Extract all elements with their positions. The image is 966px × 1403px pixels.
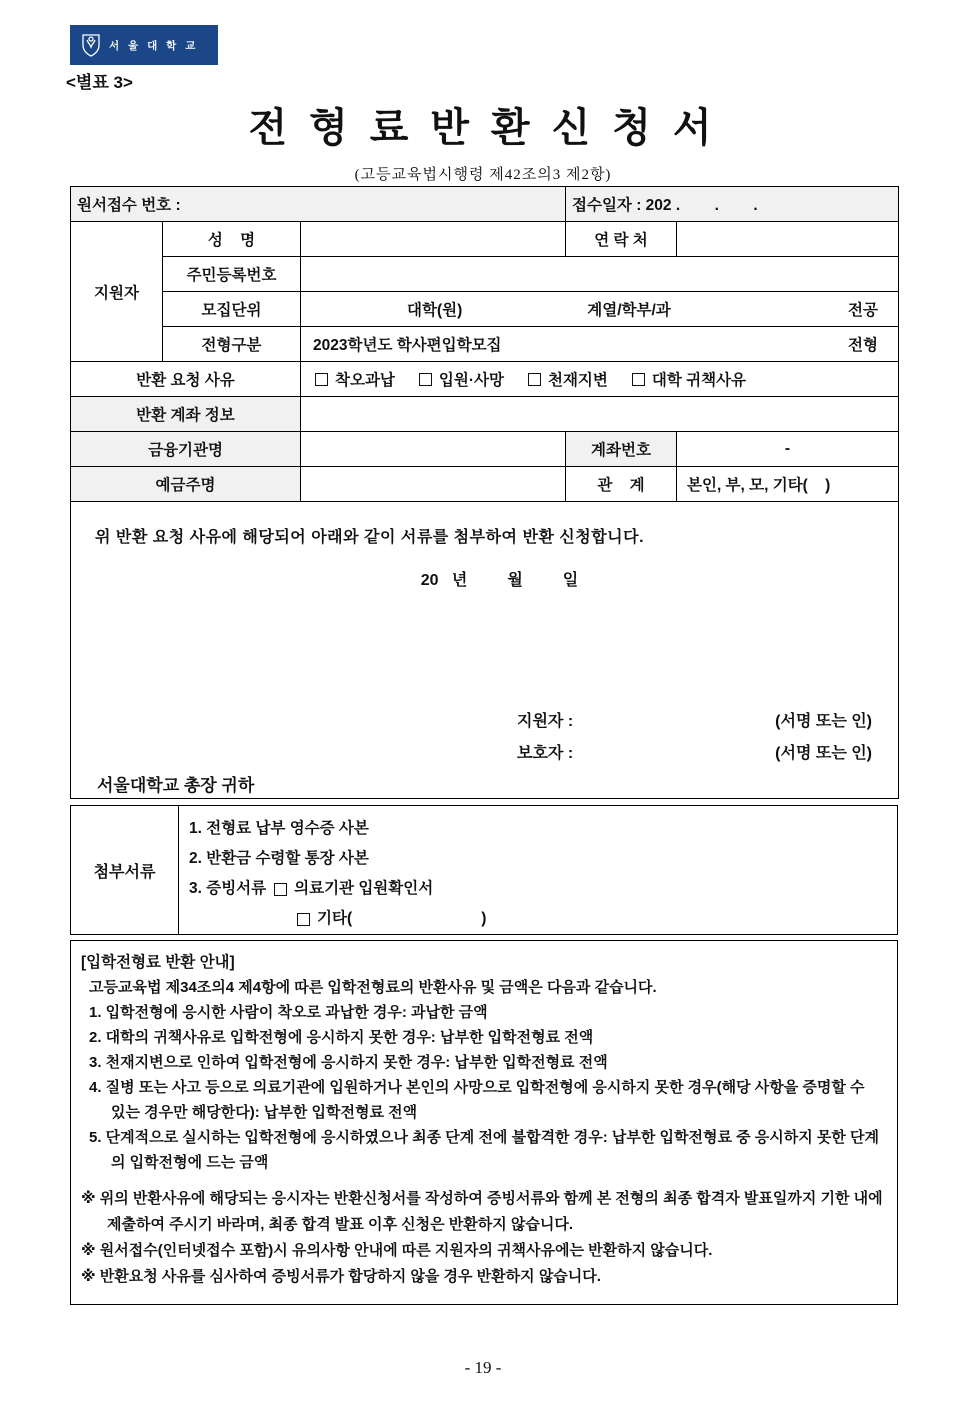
bank-input-cell[interactable]: [301, 432, 566, 467]
relation-label: 관 계: [566, 467, 677, 502]
applicant-sign-note: (서명 또는 인): [775, 713, 872, 730]
university-banner: [70, 25, 218, 65]
account-section-label: 반환 계좌 정보: [71, 397, 301, 432]
attachment-option-label: 의료기관 입원확인서: [294, 880, 434, 897]
attachment-item: [189, 874, 897, 904]
checkbox-overpayment[interactable]: [315, 373, 328, 386]
attachment-item: 2. 반환금 수령할 통장 사본: [189, 850, 369, 867]
type-suffix-label: 전형: [848, 337, 878, 354]
account-section-cell: [301, 397, 899, 432]
page-number: - 19 -: [464, 1358, 502, 1377]
unit-college-label: 대학(원): [407, 302, 463, 319]
holder-label: 예금주명: [71, 467, 301, 502]
type-label: 전형구분: [163, 327, 301, 362]
holder-input-cell[interactable]: [301, 467, 566, 502]
bank-label: 금융기관명: [71, 432, 301, 467]
addressee-text: 서울대학교 총장 귀하: [97, 776, 255, 795]
refund-guide-box: [70, 940, 898, 1305]
reason-option-label: 입원·사망: [438, 372, 504, 389]
ssn-label: 주민등록번호: [163, 257, 301, 292]
attachment-option-label: 기타( ): [317, 910, 487, 927]
page-subtitle: (고등교육법시행령 제42조의3 제2항): [354, 167, 612, 183]
reason-option-label: 착오과납: [335, 372, 395, 389]
guide-intro: 고등교육법 제34조의4 제4항에 따른 입학전형료의 반환사유 및 금액은 다음과 같습니다.: [89, 979, 657, 996]
statement-text: 위 반환 요청 사유에 해당되어 아래와 같이 서류를 첨부하여 반환 신청합니다.: [95, 529, 645, 546]
applicant-sign-label: 지원자 :: [517, 713, 574, 730]
guide-note-text: 까지 기한 내에 제출하여 주시기 바라며, 최종 합격 발표 이후 신청은 반환하지 않습니다.: [107, 1190, 883, 1233]
guide-note: ※ 반환요청 사유를 심사하여 증빙서류가 합당하지 않을 경우 반환하지 않습니다.: [81, 1268, 601, 1285]
checkbox-hospital-confirmation[interactable]: [274, 883, 287, 896]
table-row: [71, 432, 899, 467]
contact-label: 연 락 처: [566, 222, 677, 257]
university-name: 서 울 대 학 교: [109, 39, 199, 52]
table-row: [71, 187, 899, 222]
guide-note-emphasis: 최종 합격자 발표일: [663, 1190, 788, 1207]
guide-note: [81, 1186, 883, 1238]
annex-label: <별표 3>: [66, 73, 133, 92]
receipt-date-label: 접수일자 : 202 . . .: [566, 187, 899, 222]
attachment-item: 1. 전형료 납부 영수증 사본: [189, 820, 369, 837]
unit-dept-label: 계열/학부/과: [587, 302, 671, 319]
attachment-item: [189, 904, 897, 934]
guide-item: 1. 입학전형에 응시한 사람이 착오로 과납한 경우: 과납한 금액: [89, 1004, 488, 1021]
guide-note-text: ※ 위의 반환사유에 해당되는 응시자는 반환신청서를 작성하여 증빙서류와 함께 본 전형의: [81, 1190, 664, 1207]
attachments-label: 첨부서류: [71, 806, 179, 934]
snu-seal-icon: [79, 32, 103, 58]
account-no-label: 계좌번호: [566, 432, 677, 467]
reason-label: 반환 요청 사유: [71, 362, 301, 397]
name-label: 성 명: [163, 222, 301, 257]
refund-form-table: [70, 186, 898, 799]
unit-label: 모집단위: [163, 292, 301, 327]
type-value: 2023학년도 학사편입학모집: [313, 337, 502, 354]
contact-input-cell[interactable]: [677, 222, 899, 257]
table-row: [71, 327, 899, 362]
guide-item: 5. 단계적으로 실시하는 입학전형에 응시하였으나 최종 단계 전에 불합격한 경우: 납부한 입학전형료 중 응시하지 못한 단계의 입학전형에 드는 금액: [89, 1129, 880, 1171]
table-row: [71, 467, 899, 502]
table-row: [71, 222, 899, 257]
applicant-group-label: 지원자: [71, 222, 163, 362]
guide-item: 4. 질병 또는 사고 등으로 의료기관에 입원하거나 본인의 사망으로 입학전형에 응시하지 못한 경우(해당 사항을 증명할 수 있는 경우만 해당한다): 납부한 입학전형료 전액: [89, 1079, 865, 1121]
reason-option-label: 대학 귀책사유: [651, 372, 747, 389]
ssn-input-cell[interactable]: [301, 257, 899, 292]
page-title: 전 형 료 반 환 신 청 서: [248, 105, 718, 150]
unit-major-label: 전공: [848, 302, 878, 319]
reason-option-label: 천재지변: [547, 372, 608, 389]
checkbox-university-fault[interactable]: [632, 373, 645, 386]
guide-note: ※ 원서접수(인터넷접수 포함)시 유의사항 안내에 따른 지원자의 귀책사유에는 반환하지 않습니다.: [81, 1242, 713, 1259]
statement-cell: [71, 502, 899, 799]
date-line: 20 년 월 일: [420, 572, 579, 589]
unit-input-cell[interactable]: [301, 292, 899, 327]
guide-title: [입학전형료 반환 안내]: [81, 954, 235, 971]
guardian-sign-note: (서명 또는 인): [775, 745, 872, 762]
checkbox-hospitalization-death[interactable]: [419, 373, 432, 386]
table-row: [71, 362, 899, 397]
guide-item: 2. 대학의 귀책사유로 입학전형에 응시하지 못한 경우: 납부한 입학전형료 전액: [89, 1029, 594, 1046]
attachments-box: [70, 805, 898, 935]
checkbox-other-document[interactable]: [297, 913, 310, 926]
receipt-no-label: 원서접수 번호 :: [71, 187, 566, 222]
relation-value: 본인, 부, 모, 기타( ): [677, 467, 899, 502]
table-row: [71, 397, 899, 432]
table-row: [71, 257, 899, 292]
guardian-sign-label: 보호자 :: [517, 745, 574, 762]
table-row: [71, 292, 899, 327]
attachment-item-prefix: 3. 증빙서류: [189, 880, 267, 897]
reason-options-cell: [301, 362, 899, 397]
guide-item: 3. 천재지변으로 인하여 입학전형에 응시하지 못한 경우: 납부한 입학전형료 전액: [89, 1054, 608, 1071]
name-input-cell[interactable]: [301, 222, 566, 257]
table-row: [71, 502, 899, 799]
checkbox-natural-disaster[interactable]: [528, 373, 541, 386]
type-input-cell[interactable]: [301, 327, 899, 362]
account-no-input-cell[interactable]: -: [677, 432, 899, 467]
